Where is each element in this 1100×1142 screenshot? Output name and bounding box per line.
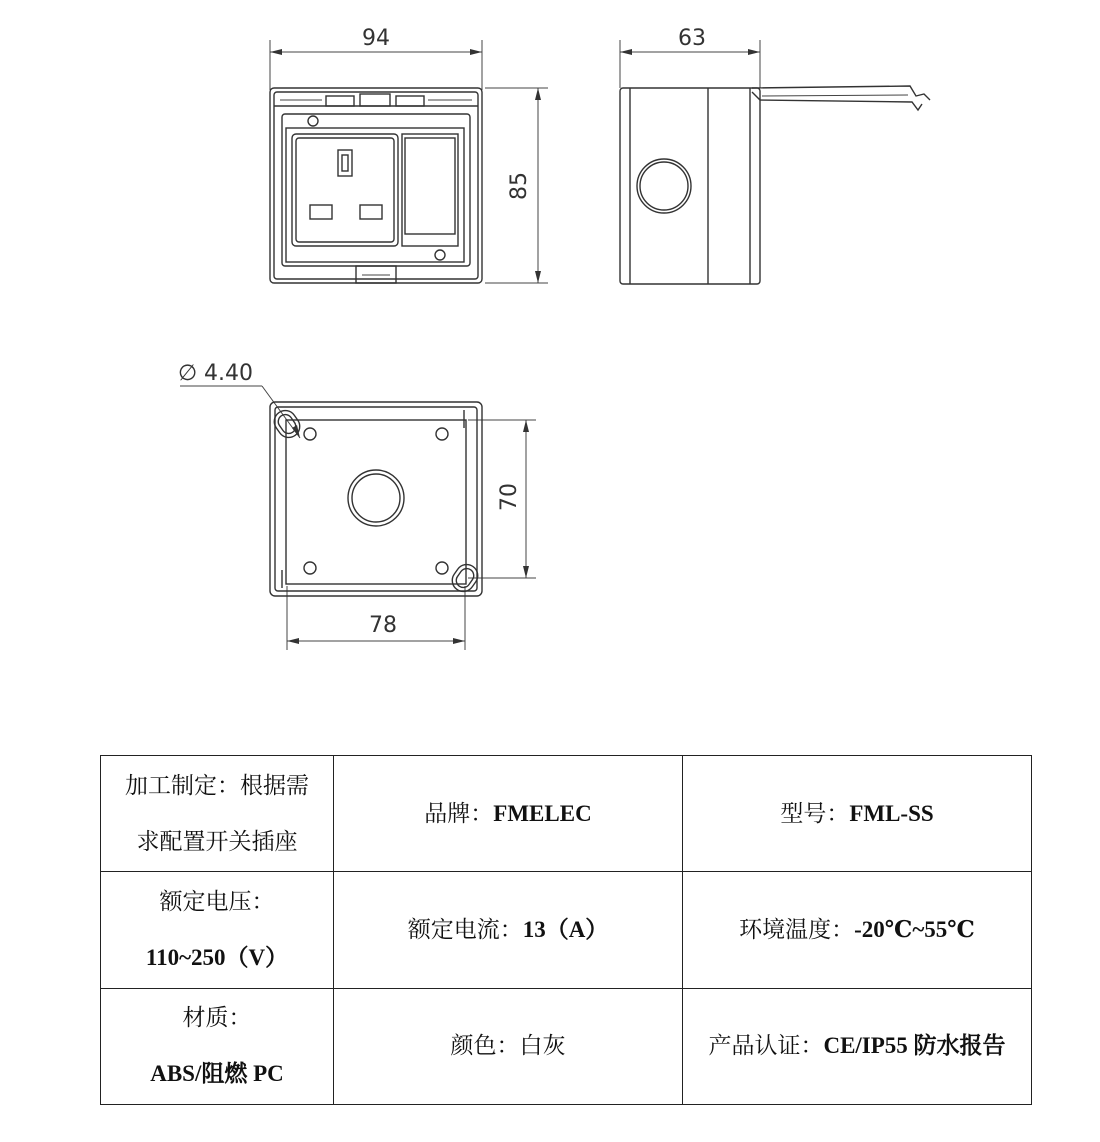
spec-label: 颜色：白灰: [450, 1033, 566, 1060]
dim-back-height: 70: [497, 483, 522, 511]
spec-line: [107, 814, 327, 870]
spec-line: [689, 1018, 1025, 1074]
dim-hole-diameter: 4.40: [204, 361, 253, 386]
spec-cell: [101, 756, 334, 872]
spec-cell: [334, 988, 683, 1104]
spec-line: [689, 786, 1025, 842]
spec-line: [107, 1046, 327, 1102]
spec-label: 环境温度：: [739, 916, 855, 943]
dim-back-width: 78: [369, 613, 397, 638]
dim-front-width: 94: [362, 26, 390, 51]
dim-hole-diameter-symbol: ∅: [178, 361, 198, 386]
spec-cell: [334, 756, 683, 872]
spec-line: [107, 990, 327, 1046]
spec-cell: [683, 756, 1032, 872]
spec-line: [107, 874, 327, 930]
spec-line: [340, 902, 676, 958]
spec-value: CE/IP55 防水报告: [823, 1033, 1006, 1059]
spec-line: [340, 1018, 676, 1074]
spec-cell: [683, 988, 1032, 1104]
spec-value: -20℃~55℃: [854, 916, 975, 942]
spec-cell: [101, 872, 334, 988]
spec-label: 额定电压：: [159, 888, 275, 915]
side-view: [620, 26, 930, 284]
spec-line: [340, 786, 676, 842]
spec-line: [107, 758, 327, 814]
spec-cell: [334, 872, 683, 988]
spec-value: 13（A）: [522, 916, 609, 942]
spec-label: 加工制定：根据需: [125, 772, 309, 799]
back-view: [178, 361, 536, 650]
front-view: [270, 26, 548, 283]
spec-row: [101, 872, 1032, 988]
spec-table: [100, 755, 1032, 1105]
spec-label: 求配置开关插座: [136, 828, 298, 855]
spec-row: [101, 756, 1032, 872]
spec-line: [689, 902, 1025, 958]
spec-label: 品牌：: [424, 800, 494, 827]
dim-side-depth: 63: [678, 26, 706, 51]
spec-value: FMELEC: [493, 800, 592, 826]
spec-cell: [683, 872, 1032, 988]
spec-value: FML-SS: [849, 800, 934, 826]
spec-value: ABS/阻燃 PC: [150, 1061, 284, 1087]
spec-label: 额定电流：: [407, 916, 523, 943]
spec-line: [107, 930, 327, 986]
spec-cell: [101, 988, 334, 1104]
dim-front-height: 85: [507, 172, 532, 200]
spec-label: 产品认证：: [708, 1033, 824, 1060]
spec-label: 材质：: [182, 1005, 252, 1032]
spec-value: 110~250（V）: [145, 944, 289, 970]
spec-label: 型号：: [780, 800, 850, 827]
spec-row: [101, 988, 1032, 1104]
